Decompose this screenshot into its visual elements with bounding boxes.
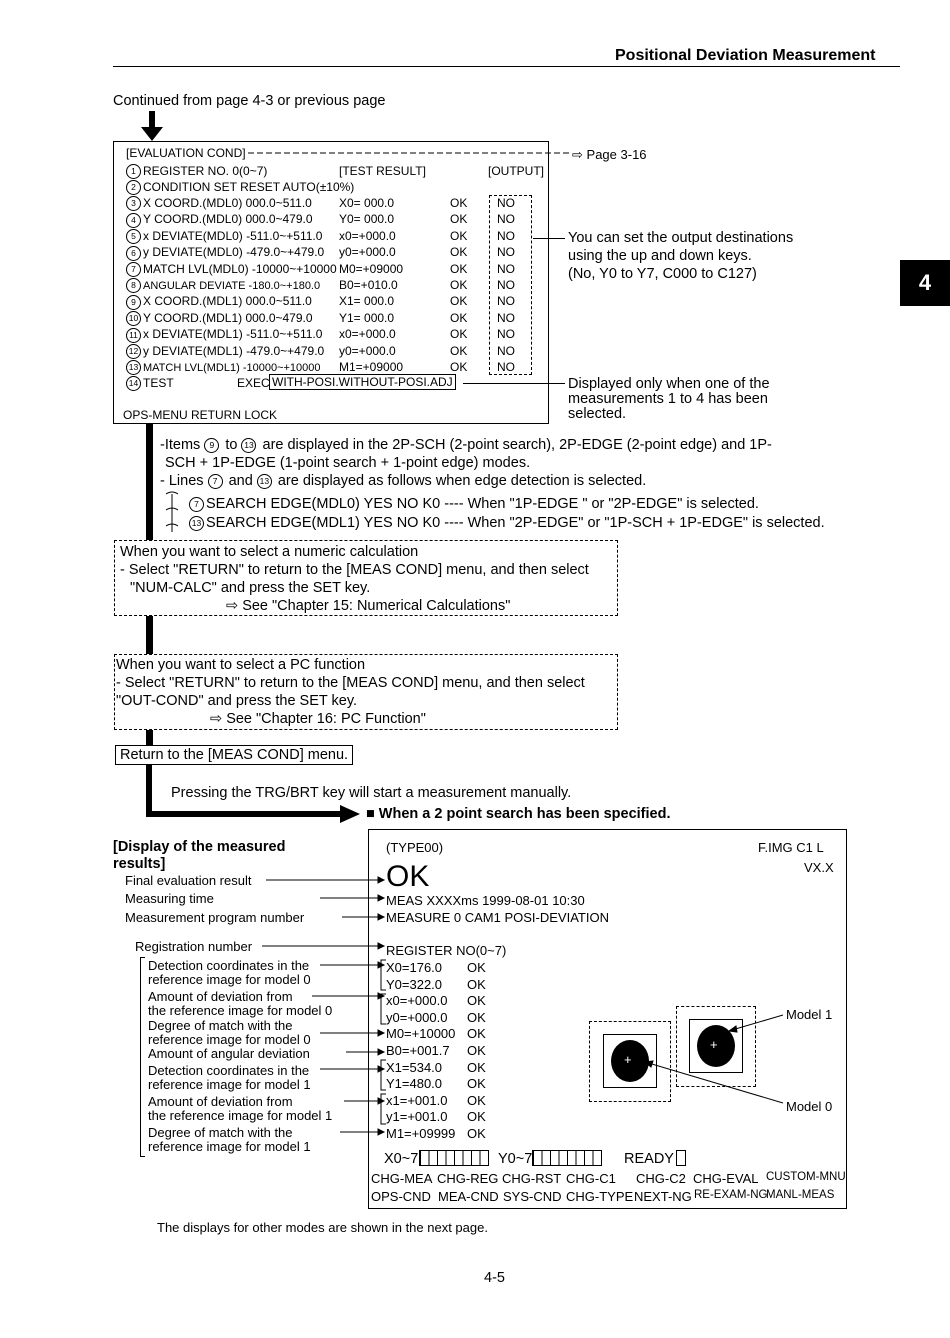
eval-row-output: NO	[497, 343, 515, 358]
arrow-right-icon: ⇨	[226, 598, 239, 614]
callout-registration-number: Registration number	[135, 939, 253, 954]
page-number: 4-5	[484, 1270, 505, 1286]
screen-menu-item[interactable]: NEXT-NG	[634, 1189, 692, 1204]
numcalc-l4: See "Chapter 15: Numerical Calculations"	[242, 598, 511, 614]
screen-menu-item[interactable]: OPS-CND	[371, 1189, 431, 1204]
screen-menu-item[interactable]: RE-EXAM-NG	[694, 1189, 768, 1201]
circled-number: 13	[241, 438, 256, 453]
eval-row-label	[126, 262, 337, 277]
screen-value-key: Y1=480.0	[386, 1076, 443, 1092]
eval-row-ok: OK	[450, 327, 468, 342]
callout-measuring-time: Measuring time	[125, 891, 214, 906]
output-dashed-box	[489, 195, 532, 375]
down-arrow-icon	[140, 111, 164, 143]
eval-row-ok: OK	[450, 212, 468, 227]
edge-line-1	[189, 496, 759, 512]
items-note-a: -Items	[160, 437, 201, 453]
screen-measure: MEASURE 0 CAM1 POSI-DEVIATION	[386, 910, 609, 925]
eval-row-label-text: y DEVIATE(MDL0) -479.0~+479.0	[143, 245, 325, 260]
eval-row-label	[126, 278, 320, 293]
edge-line-2-text: SEARCH EDGE(MDL1) YES NO K0 ---- When "2P-EDGE" or "1P-SCH + 1P-EDGE" is selected.	[206, 515, 825, 531]
eval-row-label	[126, 311, 313, 326]
edge-line-1-text: SEARCH EDGE(MDL0) YES NO K0 ---- When "1P-EDGE " or "2P-EDGE" is selected.	[206, 496, 759, 512]
break-mark-icon	[164, 490, 184, 540]
square-bullet-icon: ■	[366, 806, 375, 822]
two-point-text: When a 2 point search has been specified.	[378, 806, 671, 822]
eval-row-label	[126, 294, 312, 309]
test-leader	[463, 383, 565, 384]
model0-cross: +	[624, 1052, 632, 1067]
lines-note-b: are displayed as follows when edge detection is selected.	[277, 473, 647, 489]
screen-value-ok: OK	[467, 1009, 486, 1025]
circled-number: 14	[126, 376, 141, 391]
callout-detect1-2: reference image for model 1	[148, 1077, 311, 1092]
eval-row-ok: OK	[450, 360, 468, 374]
register-row	[126, 164, 267, 179]
callout-program-number: Measurement program number	[125, 910, 305, 925]
eval-row-value: B0=+010.0	[339, 278, 398, 292]
eval-row-ok: OK	[450, 196, 468, 210]
page-ref	[572, 147, 647, 163]
callout-final-result: Final evaluation result	[125, 873, 252, 888]
eval-row-output: NO	[497, 294, 515, 309]
col-test-result: [TEST RESULT]	[339, 164, 426, 178]
eval-row-ok: OK	[450, 294, 468, 309]
callout-angular: Amount of angular deviation	[148, 1046, 310, 1061]
eval-row-label-text: MATCH LVL(MDL0) -10000~+10000	[143, 261, 337, 276]
screen-menu-item[interactable]: SYS-CND	[503, 1189, 562, 1204]
screen-menu-item[interactable]: CHG-MEA	[371, 1171, 433, 1186]
eval-row-label-text: Y COORD.(MDL0) 000.0~479.0	[143, 212, 313, 227]
screen-menu-item[interactable]: MEA-CND	[438, 1189, 499, 1204]
circled-number: 9	[126, 295, 141, 310]
eval-row-label	[126, 196, 312, 211]
model1-cross: +	[710, 1037, 718, 1052]
eval-row-label-text: X COORD.(MDL1) 000.0~511.0	[143, 294, 312, 309]
callout-match1-2: reference image for model 1	[148, 1139, 311, 1154]
eval-row-value: M1=+09000	[339, 360, 404, 374]
continued-note: Continued from page 4-3 or previous page	[113, 93, 386, 109]
circled-number: 4	[126, 213, 141, 228]
ready-indicator	[676, 1150, 686, 1166]
flow-bar	[146, 765, 152, 817]
screen-value-key: Y0=322.0	[386, 976, 443, 992]
screen-menu-item[interactable]: CHG-TYPE	[566, 1189, 634, 1204]
flow-bar-horizontal	[146, 811, 346, 817]
eval-row-value: M0=+09000	[339, 261, 404, 276]
screen-value-key: M1=+09999	[386, 1126, 456, 1141]
circled-number: 13	[126, 360, 141, 375]
condition-row	[126, 180, 354, 195]
eval-row-value: Y1= 000.0	[339, 310, 395, 325]
note-test-2: measurements 1 to 4 has been	[568, 391, 768, 407]
page-ref-leader	[248, 148, 578, 158]
screen-menu-item[interactable]: CHG-REG	[437, 1171, 499, 1186]
screen-value-ok: OK	[467, 1092, 486, 1108]
eval-row-label-text: y DEVIATE(MDL1) -479.0~+479.0	[143, 343, 325, 358]
lines-note-a: - Lines	[160, 473, 204, 489]
model1-label: Model 1	[786, 1007, 833, 1022]
eval-footer: OPS-MENU RETURN LOCK	[123, 408, 278, 422]
right-arrow-icon	[340, 803, 362, 825]
screen-value-key: x0=+000.0	[386, 993, 448, 1009]
test-label: TEST	[143, 376, 174, 390]
screen-meas: MEAS XXXXms 1999-08-01 10:30	[386, 893, 585, 908]
eval-row-label-text: X COORD.(MDL0) 000.0~511.0	[143, 196, 312, 210]
callout-dev0-2: the reference image for model 0	[148, 1003, 333, 1018]
screen-version: VX.X	[804, 860, 834, 875]
pcfunc-ref	[210, 711, 426, 727]
eval-row-label-text: x DEVIATE(MDL1) -511.0~+511.0	[143, 327, 323, 342]
screen-value-key: y0=+000.0	[386, 1009, 448, 1025]
circled-number: 11	[126, 328, 141, 343]
header-rule	[113, 66, 900, 67]
pcfunc-l2: - Select "RETURN" to return to the [MEAS COND] menu, and then select	[116, 675, 585, 691]
circled-number: 1	[126, 164, 141, 179]
eval-row-value: y0=+000.0	[339, 245, 396, 260]
eval-row-output: NO	[497, 310, 515, 325]
numcalc-l1: When you want to select a numeric calculation	[120, 544, 419, 560]
trg-note: Pressing the TRG/BRT key will start a measurement manually.	[171, 785, 572, 801]
callout-detect1-1: Detection coordinates in the	[148, 1063, 310, 1078]
test-option-box: WITH-POSI.WITHOUT-POSI.ADJ	[269, 374, 456, 390]
condition-label: CONDITION SET RESET AUTO(±10%)	[143, 180, 355, 194]
eval-title: [EVALUATION COND]	[126, 146, 246, 160]
eval-row-value: x0=+000.0	[339, 327, 396, 342]
screen-value-key: B0=+001.7	[386, 1043, 450, 1058]
eval-row-ok: OK	[450, 245, 468, 260]
screen-value-ok: OK	[467, 1026, 486, 1042]
display-heading-2: results]	[113, 856, 166, 872]
items-note-b: are displayed in the 2P-SCH (2-point search), 2P-EDGE (2-point edge) and 1P-	[262, 437, 772, 453]
note-test-1: Displayed only when one of the	[568, 376, 770, 392]
page-ref-text: Page 3-16	[586, 147, 647, 162]
register-label: REGISTER NO. 0(0~7)	[143, 164, 268, 178]
circled-number: 12	[126, 344, 141, 359]
screen-value-key: X1=534.0	[386, 1059, 443, 1075]
screen-value-ok: OK	[467, 960, 486, 975]
pcfunc-l4: See "Chapter 16: PC Function"	[226, 711, 426, 727]
screen-value-ok: OK	[467, 993, 486, 1009]
eval-row-output: NO	[497, 327, 515, 342]
eval-row-ok: OK	[450, 343, 468, 358]
screen-menu-item[interactable]: CUSTOM-MNU	[766, 1171, 846, 1183]
eval-row-label-text: MATCH LVL(MDL1) -10000~+10000	[143, 362, 321, 374]
eval-row-value: Y0= 000.0	[339, 212, 395, 227]
eval-row-ok: OK	[450, 310, 468, 325]
eval-row-output: NO	[497, 261, 515, 276]
callout-detect0-1: Detection coordinates in the	[148, 958, 310, 973]
edge-line-2	[189, 515, 825, 531]
screen-menu-item[interactable]: MANL-MEAS	[766, 1189, 835, 1201]
eval-row-output: NO	[497, 212, 515, 227]
circled-number: 7	[126, 262, 141, 277]
circled-number: 6	[126, 246, 141, 261]
eval-row-label	[126, 327, 322, 342]
eval-row-output: NO	[497, 278, 515, 292]
display-heading-1: [Display of the measured	[113, 839, 286, 855]
numcalc-l2: - Select "RETURN" to return to the [MEAS COND] menu, and then select	[120, 562, 589, 578]
chapter-tab: 4	[900, 260, 950, 306]
callout-bracket	[140, 957, 145, 1157]
note-output-1: You can set the output destinations	[568, 230, 794, 246]
two-point-note	[366, 806, 671, 822]
status-y-indicators	[532, 1150, 602, 1166]
flow-bar	[146, 424, 153, 540]
screen-result: OK	[386, 860, 430, 893]
circled-number: 13	[257, 474, 272, 489]
circled-number: 9	[204, 438, 219, 453]
circled-number: 5	[126, 229, 141, 244]
screen-value-ok: OK	[467, 1059, 486, 1075]
screen-value-ok: OK	[467, 976, 486, 992]
model0-label: Model 0	[786, 1099, 833, 1114]
flow-bar	[146, 730, 153, 745]
screen-register: REGISTER NO(0~7)	[386, 943, 507, 958]
circled-number: 8	[126, 278, 141, 293]
screen-value-key: X0=176.0	[386, 960, 443, 975]
eval-row-ok: OK	[450, 278, 468, 292]
circled-number: 7	[208, 474, 223, 489]
lines-note	[160, 473, 646, 489]
items-note-c: SCH + 1P-EDGE (1-point search + 1-point edge) modes.	[165, 455, 531, 471]
pcfunc-l3: "OUT-COND" and press the SET key.	[116, 693, 358, 709]
numcalc-ref	[226, 598, 510, 614]
eval-row-output: NO	[497, 196, 515, 210]
eval-row-label-text: x DEVIATE(MDL0) -511.0~+511.0	[143, 228, 323, 243]
eval-row-label	[126, 344, 324, 359]
page-header-title: Positional Deviation Measurement	[615, 47, 876, 64]
items-note-to: to	[225, 437, 238, 453]
callout-match1-1: Degree of match with the	[148, 1125, 293, 1140]
eval-row-label-text: Y COORD.(MDL1) 000.0~479.0	[143, 310, 313, 325]
screen-menu-item[interactable]: CHG-EVAL	[693, 1171, 759, 1186]
note-output-2: using the up and down keys.	[568, 248, 752, 264]
next-page-note: The displays for other modes are shown in the next page.	[157, 1220, 488, 1235]
screen-value-ok: OK	[467, 1076, 486, 1092]
eval-row-ok: OK	[450, 228, 468, 243]
arrow-right-icon: ⇨	[572, 147, 583, 162]
eval-row-value: X1= 000.0	[339, 294, 395, 309]
arrow-right-icon: ⇨	[210, 711, 223, 727]
screen-value-ok: OK	[467, 1043, 486, 1058]
flow-bar	[146, 616, 153, 654]
screen-value-key: x1=+001.0	[386, 1092, 448, 1108]
screen-type: (TYPE00)	[386, 840, 444, 855]
eval-row-label-text: ANGULAR DEVIATE -180.0~+180.0	[143, 280, 321, 292]
screen-value-ok: OK	[467, 1126, 486, 1141]
callout-dev0-1: Amount of deviation from	[148, 989, 293, 1004]
callout-dev1-2: the reference image for model 1	[148, 1108, 333, 1123]
screen-menu-item[interactable]: CHG-C1	[566, 1171, 616, 1186]
eval-row-value: y0=+000.0	[339, 343, 396, 358]
note-test-3: selected.	[568, 406, 627, 422]
lines-note-and: and	[228, 473, 253, 489]
value-brackets	[378, 958, 388, 1142]
output-leader	[533, 238, 565, 239]
eval-row-output: NO	[497, 245, 515, 260]
circled-number: 10	[126, 311, 141, 326]
status-x-indicators	[419, 1150, 489, 1166]
items-note	[160, 437, 772, 453]
eval-row-label	[126, 229, 322, 244]
eval-row-output: NO	[497, 228, 515, 243]
test-row	[126, 376, 174, 391]
eval-row-value: X0= 000.0	[339, 196, 395, 210]
screen-menu-item[interactable]: CHG-RST	[502, 1171, 562, 1186]
circled-number: 7	[189, 497, 204, 512]
screen-value-ok: OK	[467, 1109, 486, 1125]
status-y: Y0~7	[498, 1151, 533, 1167]
screen-value-key: M0=+10000	[386, 1026, 456, 1042]
pcfunc-l1: When you want to select a PC function	[116, 657, 366, 673]
col-output: [OUTPUT]	[488, 164, 544, 178]
callout-match0-2: reference image for model 0	[148, 1032, 311, 1047]
numcalc-l3: "NUM-CALC" and press the SET key.	[130, 580, 371, 596]
eval-row-ok: OK	[450, 261, 468, 276]
model-leaders	[645, 1010, 785, 1110]
screen-fimg: F.IMG C1 L	[758, 840, 824, 855]
note-output-3: (No, Y0 to Y7, C000 to C127)	[568, 266, 757, 282]
eval-row-label	[126, 245, 324, 260]
eval-row-value: x0=+000.0	[339, 228, 396, 243]
status-ready: READY	[624, 1151, 674, 1167]
callout-dev1-1: Amount of deviation from	[148, 1094, 293, 1109]
callout-match0-1: Degree of match with the	[148, 1018, 293, 1033]
return-box: Return to the [MEAS COND] menu.	[115, 745, 353, 765]
circled-number: 2	[126, 180, 141, 195]
callout-detect0-2: reference image for model 0	[148, 972, 311, 987]
eval-row-output: NO	[497, 360, 515, 374]
screen-menu-item[interactable]: CHG-C2	[636, 1171, 686, 1186]
circled-number: 13	[189, 516, 204, 531]
test-exec: EXEC	[237, 376, 270, 390]
eval-row-label	[126, 212, 313, 227]
screen-value-key: y1=+001.0	[386, 1109, 448, 1125]
status-x: X0~7	[384, 1151, 419, 1167]
circled-number: 3	[126, 196, 141, 211]
